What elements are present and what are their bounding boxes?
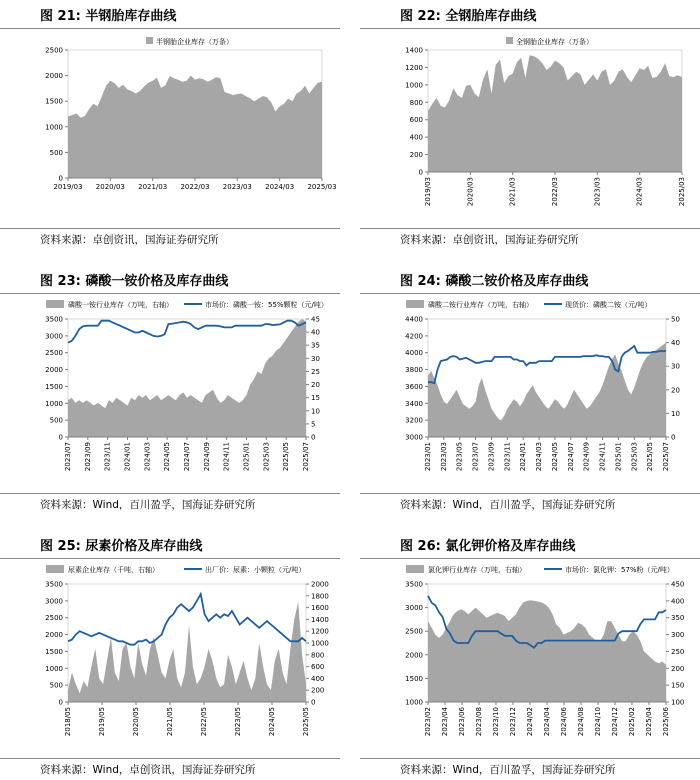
y2-tick-label: 0 — [311, 698, 316, 707]
x-tick-label: 2020/03 — [95, 183, 125, 191]
y-tick-label: 1400 — [405, 46, 423, 55]
y-tick-label: 0 — [58, 433, 63, 442]
y-tick-label: 500 — [49, 416, 63, 425]
x-tick-label: 2025/05 — [282, 442, 291, 472]
x-tick-label: 2023/12 — [509, 707, 517, 737]
y-tick-label: 3500 — [45, 580, 63, 589]
y2-tick-label: 350 — [671, 614, 685, 623]
x-tick-label: 2023/05 — [234, 707, 242, 737]
x-tick-label: 2025/06 — [662, 707, 670, 737]
source-note: 资料来源：卓创资讯，国海证券研究所 — [400, 234, 579, 246]
legend-label: 全钢胎企业库存（万条） — [516, 38, 593, 46]
x-tick-label: 2025/05 — [646, 442, 655, 472]
y-tick-label: 500 — [49, 148, 63, 157]
figure-panel — [360, 0, 700, 250]
y2-tick-label: 400 — [671, 597, 685, 606]
x-tick-label: 2024/12 — [611, 707, 619, 737]
legend-label: 市场价：磷酸一铵：55%颗粒（元/吨） — [205, 301, 328, 309]
legend-label: 磷酸一铵行业库存（万吨，右轴） — [68, 301, 173, 309]
x-tick-label: 2023/03 — [222, 183, 252, 191]
y-tick-label: 1500 — [45, 97, 63, 106]
area-series — [68, 76, 322, 178]
x-tick-label: 2024/05 — [550, 442, 559, 472]
legend-swatch — [46, 300, 64, 308]
x-tick-label: 2025/02 — [628, 707, 636, 737]
x-tick-label: 2024/05 — [163, 442, 172, 472]
y-tick-label: 2000 — [405, 651, 423, 660]
x-tick-label: 2025/03 — [262, 442, 271, 472]
x-tick-label: 2019/03 — [53, 183, 83, 191]
figure-title: 图 21: 半钢胎库存曲线 — [40, 9, 177, 24]
y-tick-label: 2500 — [45, 614, 63, 623]
x-tick-label: 2025/07 — [662, 442, 670, 472]
x-tick-label: 2023/03 — [593, 176, 602, 207]
chart-svg — [360, 30, 700, 226]
y2-tick-label: 50 — [671, 315, 680, 324]
x-tick-label: 2024/03 — [635, 177, 644, 207]
x-tick-label: 2023/01 — [424, 442, 432, 472]
y2-tick-label: 800 — [311, 651, 325, 660]
legend-label: 出厂价：尿素：小颗粒（元/吨） — [205, 566, 306, 574]
x-tick-label: 2024/09 — [582, 442, 591, 472]
y2-tick-label: 1400 — [311, 615, 329, 624]
figure-panel — [0, 265, 340, 515]
legend-swatch — [406, 300, 424, 308]
chart-legend — [406, 565, 674, 575]
chart-legend — [506, 37, 593, 46]
x-tick-label: 2022/03 — [180, 183, 210, 191]
chart-svg — [0, 295, 340, 491]
price-line — [68, 321, 306, 343]
y2-tick-label: 450 — [671, 580, 685, 589]
x-tick-label: 2024/10 — [594, 707, 602, 737]
y2-tick-label: 10 — [671, 409, 680, 418]
y2-tick-label: 100 — [671, 698, 685, 707]
y-tick-label: 2000 — [45, 631, 63, 640]
x-tick-label: 2025/01 — [242, 442, 251, 472]
y-tick-label: 3600 — [405, 382, 423, 391]
y-tick-label: 3200 — [405, 416, 423, 425]
y2-tick-label: 35 — [311, 341, 320, 350]
x-tick-label: 2021/03 — [508, 177, 517, 207]
x-tick-label: 2025/04 — [645, 707, 653, 737]
x-tick-label: 2019/03 — [424, 177, 432, 207]
y2-tick-label: 30 — [671, 362, 680, 371]
legend-label: 现货价：磷酸二铵（元/吨） — [565, 301, 652, 309]
source-note: 资料来源：Wind，百川盈孚，国海证券研究所 — [400, 499, 616, 511]
x-tick-label: 2024/11 — [598, 442, 607, 472]
y-tick-label: 4400 — [405, 315, 423, 324]
figure-title: 图 22: 全钢胎库存曲线 — [400, 9, 537, 24]
price-line — [68, 594, 306, 645]
x-tick-label: 2024/07 — [183, 442, 191, 472]
area-series — [428, 343, 666, 437]
legend-label: 氯化钾行业库存（万吨，右轴） — [428, 566, 526, 574]
y2-tick-label: 200 — [311, 686, 325, 695]
y2-tick-label: 5 — [311, 420, 316, 429]
figure-panel — [360, 265, 700, 515]
y2-tick-label: 20 — [671, 386, 680, 395]
y-tick-label: 3500 — [405, 580, 423, 589]
x-tick-label: 2025/05 — [302, 707, 310, 737]
legend-label: 磷酸二铵行业库存（万吨，右轴） — [428, 301, 533, 309]
source-note: 资料来源：Wind，卓创资讯，国海证券研究所 — [40, 764, 256, 776]
y-tick-label: 3000 — [45, 332, 63, 341]
x-tick-label: 2024/01 — [123, 442, 132, 472]
y-tick-label: 2500 — [45, 46, 63, 55]
x-tick-label: 2020/05 — [132, 707, 140, 737]
y-tick-label: 1500 — [405, 674, 423, 683]
x-tick-label: 2025/07 — [302, 442, 310, 472]
y2-tick-label: 40 — [671, 339, 680, 348]
source-note: 资料来源：Wind，百川盈孚，国海证券研究所 — [40, 499, 256, 511]
x-tick-label: 2020/03 — [466, 177, 475, 207]
area-series — [68, 602, 306, 702]
chart-svg — [0, 560, 340, 756]
legend-swatch — [46, 565, 64, 573]
y2-tick-label: 1600 — [311, 604, 329, 613]
chart-svg — [360, 560, 700, 756]
y-tick-label: 1000 — [405, 698, 423, 707]
y2-tick-label: 45 — [311, 315, 320, 324]
x-tick-label: 2024/04 — [543, 707, 551, 737]
chart-legend — [146, 37, 233, 46]
y2-tick-label: 0 — [311, 433, 316, 442]
y-tick-label: 0 — [58, 174, 63, 183]
y2-tick-label: 1800 — [311, 592, 329, 601]
y2-tick-label: 1200 — [311, 627, 329, 636]
y-tick-label: 3800 — [405, 366, 423, 375]
x-tick-label: 2023/05 — [455, 442, 464, 472]
y2-tick-label: 25 — [311, 367, 320, 376]
x-tick-label: 2023/03 — [439, 442, 448, 472]
y2-tick-label: 1000 — [311, 639, 329, 648]
y2-tick-label: 10 — [311, 407, 320, 416]
y-tick-label: 1200 — [405, 63, 423, 72]
y-tick-label: 800 — [409, 98, 423, 107]
y-tick-label: 400 — [409, 133, 423, 142]
x-tick-label: 2024/08 — [577, 707, 585, 737]
x-tick-label: 2024/02 — [526, 707, 534, 737]
x-tick-label: 2025/03 — [678, 177, 686, 207]
price-line — [428, 346, 666, 383]
legend-swatch — [146, 37, 153, 44]
y2-tick-label: 30 — [311, 354, 320, 363]
x-tick-label: 2025/03 — [630, 442, 639, 472]
y2-tick-label: 250 — [671, 647, 685, 656]
figure-panel — [0, 0, 340, 250]
x-tick-label: 2018/05 — [64, 707, 72, 737]
x-tick-label: 2023/09 — [487, 442, 496, 472]
y2-tick-label: 600 — [311, 663, 325, 672]
y2-tick-label: 15 — [311, 394, 320, 403]
y2-tick-label: 200 — [671, 664, 685, 673]
figure-title: 图 23: 磷酸一铵价格及库存曲线 — [40, 274, 229, 289]
x-tick-label: 2022/03 — [551, 177, 559, 207]
x-tick-label: 2024/09 — [202, 442, 211, 472]
x-tick-label: 2023/11 — [103, 442, 112, 472]
y-tick-label: 4200 — [405, 332, 423, 341]
x-tick-label: 2024/01 — [519, 442, 528, 472]
x-tick-label: 2024/03 — [535, 442, 544, 472]
y-tick-label: 3000 — [45, 597, 63, 606]
figure-title: 图 25: 尿素价格及库存曲线 — [40, 539, 203, 554]
x-tick-label: 2023/06 — [458, 707, 466, 737]
y-tick-label: 3000 — [405, 604, 423, 613]
y-tick-label: 2000 — [45, 72, 63, 81]
chart-legend — [406, 300, 651, 310]
figure-title: 图 24: 磷酸二铵价格及库存曲线 — [400, 274, 589, 289]
y-tick-label: 2500 — [45, 349, 63, 358]
area-series — [428, 600, 666, 702]
legend-swatch — [406, 565, 424, 573]
x-tick-label: 2021/05 — [166, 707, 174, 737]
source-note: 资料来源：Wind，百川盈孚，国海证券研究所 — [400, 764, 616, 776]
x-tick-label: 2024/03 — [143, 442, 152, 472]
x-tick-label: 2024/03 — [265, 183, 295, 191]
x-tick-label: 2023/02 — [424, 707, 432, 737]
figure-panel — [0, 530, 340, 780]
y-tick-label: 1000 — [45, 664, 63, 673]
x-tick-label: 2023/07 — [471, 442, 480, 472]
y-tick-label: 200 — [409, 151, 423, 160]
x-tick-label: 2019/05 — [98, 707, 106, 737]
y2-tick-label: 40 — [311, 328, 320, 337]
y-tick-label: 3400 — [405, 399, 423, 408]
chart-legend — [46, 565, 305, 575]
x-tick-label: 2023/09 — [83, 442, 92, 472]
x-tick-label: 2025/03 — [307, 183, 337, 191]
y-tick-label: 2500 — [405, 627, 423, 636]
y-tick-label: 600 — [409, 116, 423, 125]
y2-tick-label: 20 — [311, 381, 320, 390]
y-tick-label: 1000 — [45, 399, 63, 408]
y-tick-label: 4000 — [405, 349, 423, 358]
y-tick-label: 1000 — [45, 123, 63, 132]
chart-svg — [360, 295, 700, 491]
y-tick-label: 500 — [49, 681, 63, 690]
chart-legend — [46, 300, 328, 310]
y2-tick-label: 300 — [671, 631, 685, 640]
y-tick-label: 0 — [58, 698, 63, 707]
area-series — [68, 319, 306, 437]
legend-label: 半钢胎企业库存（万条） — [156, 38, 233, 46]
chart-svg — [0, 30, 340, 226]
legend-label: 尿素企业库存（千吨，右轴） — [68, 566, 159, 574]
y2-tick-label: 0 — [671, 433, 676, 442]
legend-swatch — [506, 37, 513, 44]
x-tick-label: 2024/07 — [566, 442, 575, 472]
x-tick-label: 2023/10 — [492, 707, 500, 737]
y-tick-label: 2000 — [45, 366, 63, 375]
x-tick-label: 2023/07 — [64, 442, 72, 472]
x-tick-label: 2024/05 — [268, 707, 276, 737]
y-tick-label: 3000 — [405, 433, 423, 442]
x-tick-label: 2023/11 — [503, 442, 512, 472]
figure-panel — [360, 530, 700, 780]
x-tick-label: 2024/06 — [560, 707, 568, 737]
y2-tick-label: 400 — [311, 674, 325, 683]
y2-tick-label: 150 — [671, 681, 685, 690]
area-series — [428, 55, 682, 172]
y-tick-label: 1500 — [45, 647, 63, 656]
x-tick-label: 2023/08 — [475, 707, 483, 737]
source-note: 资料来源：卓创资讯，国海证券研究所 — [40, 234, 219, 246]
figure-title: 图 26: 氯化钾价格及库存曲线 — [400, 539, 576, 554]
y-tick-label: 1000 — [405, 81, 423, 90]
x-tick-label: 2023/04 — [441, 707, 449, 737]
x-tick-label: 2024/11 — [222, 442, 231, 472]
x-tick-label: 2021/03 — [138, 183, 168, 191]
legend-label: 市场价：氯化钾：57%粉（元/吨） — [565, 566, 674, 574]
x-tick-label: 2022/05 — [200, 707, 208, 737]
x-tick-label: 2025/01 — [614, 442, 623, 472]
y-tick-label: 0 — [418, 168, 423, 177]
y-tick-label: 3500 — [45, 315, 63, 324]
y-tick-label: 1500 — [45, 382, 63, 391]
y2-tick-label: 2000 — [311, 580, 329, 589]
